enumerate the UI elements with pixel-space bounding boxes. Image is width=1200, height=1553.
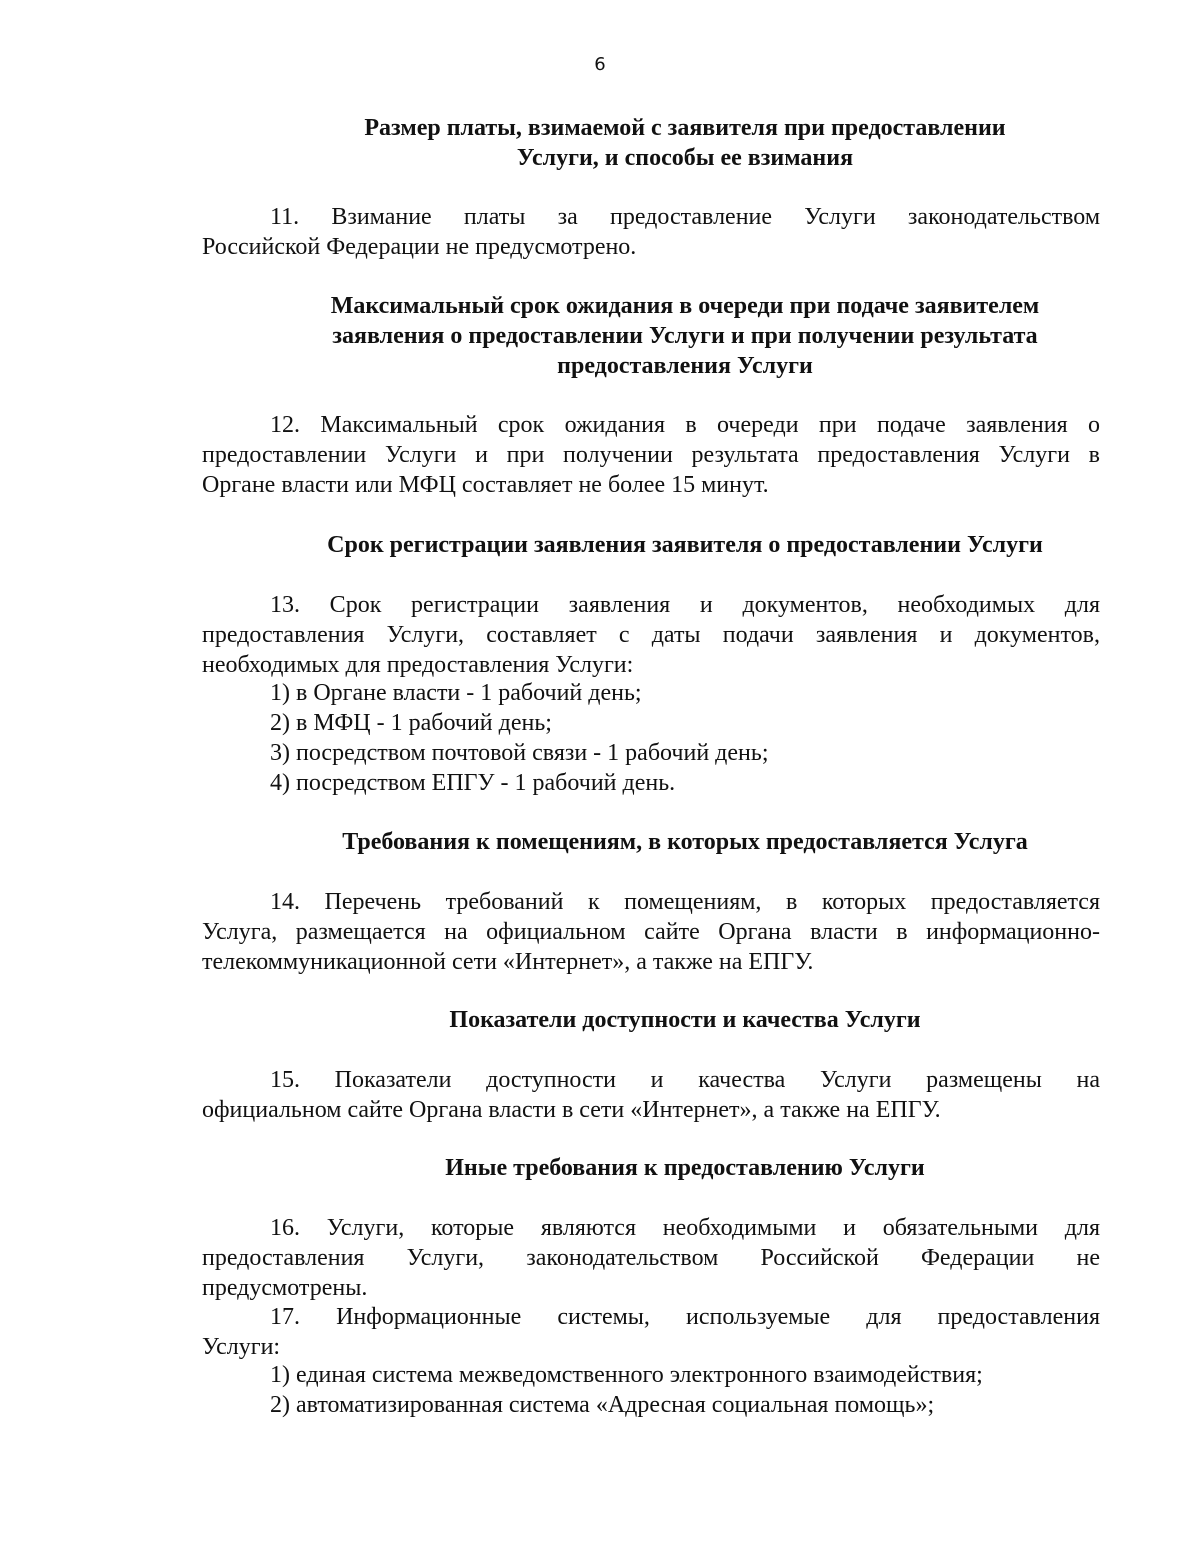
heading-line: Требования к помещениям, в которых предоставляется Услуга bbox=[342, 829, 1028, 855]
list-item: 1) в Органе власти - 1 рабочий день; bbox=[270, 680, 642, 706]
paragraph-line: Российской Федерации не предусмотрено. bbox=[202, 234, 637, 260]
paragraph-line: 14. Перечень требований к помещениям, в которых предоставляется bbox=[270, 889, 1100, 915]
paragraph-line: 17. Информационные системы, используемые для предоставления bbox=[270, 1304, 1100, 1330]
heading-line: Максимальный срок ожидания в очереди при подаче заявителем bbox=[330, 293, 1040, 319]
paragraph-line: Органе власти или МФЦ составляет не более 15 минут. bbox=[202, 472, 769, 498]
paragraph-line: 12. Максимальный срок ожидания в очереди при подаче заявления о bbox=[270, 412, 1100, 438]
paragraph-line: Услуги: bbox=[202, 1334, 281, 1360]
heading-line: Срок регистрации заявления заявителя о предоставлении Услуги bbox=[327, 532, 1043, 558]
paragraph-16 bbox=[202, 1213, 1100, 1303]
section-heading-quality bbox=[200, 1005, 1170, 1035]
heading-line: Иные требования к предоставлению Услуги bbox=[445, 1155, 925, 1181]
list-item: 1) единая система межведомственного электронного взаимодействия; bbox=[270, 1362, 983, 1388]
heading-line: Размер платы, взимаемой с заявителя при предоставлении bbox=[364, 115, 1006, 141]
paragraph-15 bbox=[202, 1065, 1100, 1125]
paragraph-line: 16. Услуги, которые являются необходимыми и обязательными для bbox=[270, 1215, 1100, 1241]
paragraph-line: официальном сайте Органа власти в сети «Интернет», а также на ЕПГУ. bbox=[202, 1097, 941, 1123]
section-heading-other bbox=[200, 1153, 1170, 1183]
paragraph-line: предусмотрены. bbox=[202, 1275, 368, 1301]
section-heading-registration bbox=[200, 530, 1170, 560]
paragraph-line: предоставлении Услуги и при получении результата предоставления Услуги в bbox=[202, 442, 1100, 468]
paragraph-line: 11. Взимание платы за предоставление Услуги законодательством bbox=[270, 204, 1100, 230]
paragraph-line: необходимых для предоставления Услуги: bbox=[202, 652, 634, 678]
list-item: 2) автоматизированная система «Адресная социальная помощь»; bbox=[270, 1392, 935, 1418]
list-item: 3) посредством почтовой связи - 1 рабочий день; bbox=[270, 740, 769, 766]
heading-line: Показатели доступности и качества Услуги bbox=[449, 1007, 921, 1033]
section-heading-premises bbox=[200, 827, 1170, 857]
section-heading-queue bbox=[200, 291, 1170, 381]
heading-line: Услуги, и способы ее взимания bbox=[516, 145, 854, 171]
paragraph-line: 13. Срок регистрации заявления и документов, необходимых для bbox=[270, 592, 1100, 618]
paragraph-11 bbox=[202, 202, 1100, 262]
section-heading-fee bbox=[200, 113, 1170, 173]
list-item: 4) посредством ЕПГУ - 1 рабочий день. bbox=[270, 770, 676, 796]
paragraph-line: предоставления Услуги, составляет с даты подачи заявления и документов, bbox=[202, 622, 1100, 648]
list-item: 2) в МФЦ - 1 рабочий день; bbox=[270, 710, 552, 736]
paragraph-line: 15. Показатели доступности и качества Услуги размещены на bbox=[270, 1067, 1100, 1093]
paragraph-17 bbox=[202, 1302, 1100, 1362]
page-number: 6 bbox=[594, 54, 606, 75]
paragraph-line: Услуга, размещается на официальном сайте Органа власти в информационно- bbox=[202, 919, 1100, 945]
heading-line: предоставления Услуги bbox=[557, 353, 813, 379]
heading-line: заявления о предоставлении Услуги и при получении результата bbox=[332, 323, 1038, 349]
paragraph-14 bbox=[202, 887, 1100, 977]
paragraph-line: предоставления Услуги, законодательством Российской Федерации не bbox=[202, 1245, 1100, 1271]
paragraph-12 bbox=[202, 410, 1100, 500]
paragraph-line: телекоммуникационной сети «Интернет», а также на ЕПГУ. bbox=[202, 949, 814, 975]
paragraph-13 bbox=[202, 590, 1100, 680]
